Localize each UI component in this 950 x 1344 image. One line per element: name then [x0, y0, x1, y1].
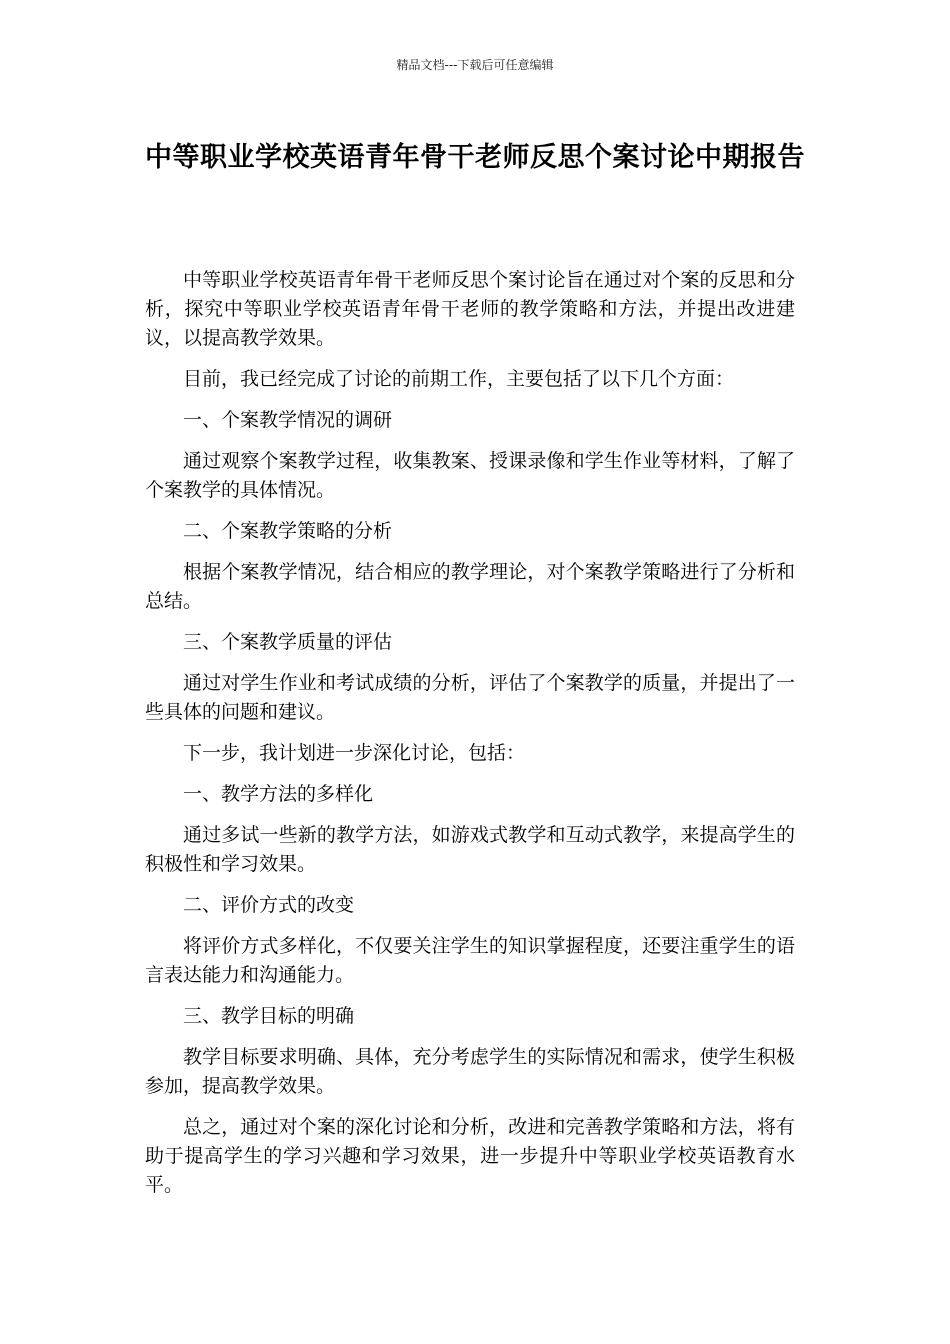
- section-heading-quality: 三、个案教学质量的评估: [183, 631, 393, 653]
- section-heading-strategy: 二、个案教学策略的分析: [183, 520, 393, 542]
- next-steps-intro-paragraph: 下一步，我计划进一步深化讨论，包括：: [183, 742, 526, 764]
- goals-paragraph: 教学目标要求明确、具体，充分考虑学生的实际情况和需求，使学生积极参加，提高教学效果。: [145, 1046, 795, 1097]
- document-title: 中等职业学校英语青年骨干老师反思个案讨论中期报告: [145, 142, 805, 173]
- quality-paragraph: 通过对学生作业和考试成绩的分析，评估了个案教学的质量，并提出了一些具体的问题和建议。: [145, 672, 795, 723]
- strategy-paragraph: 根据个案教学情况，结合相应的教学理论，对个案教学策略进行了分析和总结。: [145, 561, 795, 612]
- evaluation-paragraph: 将评价方式多样化，不仅要关注学生的知识掌握程度，还要注重学生的语言表达能力和沟通能力。: [145, 935, 795, 986]
- methods-paragraph: 通过多试一些新的教学方法，如游戏式教学和互动式教学，来提高学生的积极性和学习效果。: [145, 824, 795, 875]
- conclusion-paragraph: 总之，通过对个案的深化讨论和分析，改进和完善教学策略和方法，将有助于提高学生的学习兴趣和学习效果，进一步提升中等职业学校英语教育水平。: [145, 1116, 795, 1196]
- document-body: [145, 266, 795, 1212]
- section-heading-survey: 一、个案教学情况的调研: [183, 409, 393, 431]
- header-note: 精品文档---下载后可任意编辑: [396, 58, 554, 72]
- progress-intro-paragraph: 目前，我已经完成了讨论的前期工作，主要包括了以下几个方面：: [183, 368, 735, 390]
- section-heading-methods: 一、教学方法的多样化: [183, 783, 374, 805]
- survey-paragraph: 通过观察个案教学过程，收集教案、授课录像和学生作业等材料，了解了个案教学的具体情况。: [145, 450, 795, 501]
- section-heading-goals: 三、教学目标的明确: [183, 1005, 355, 1027]
- section-heading-evaluation: 二、评价方式的改变: [183, 894, 355, 916]
- intro-paragraph: 中等职业学校英语青年骨干老师反思个案讨论旨在通过对个案的反思和分析，探究中等职业学校英语青年骨干老师的教学策略和方法，并提出改进建议，以提高教学效果。: [145, 269, 795, 349]
